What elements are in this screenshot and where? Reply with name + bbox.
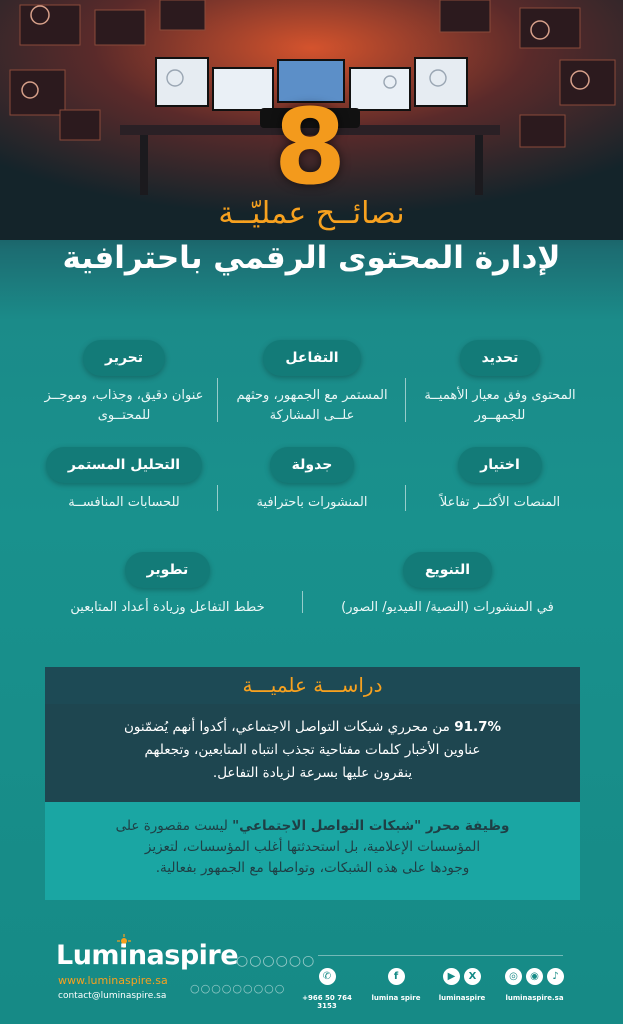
- facebook-icon: f: [388, 968, 405, 985]
- tip-card: [410, 340, 590, 426]
- website-link[interactable]: www.luminaspire.sa: [58, 974, 168, 987]
- note-line: المؤسسات الإعلامية، بل استحدثتها أغلب المؤسسات، لتعزيز: [144, 839, 481, 855]
- subtitle: نصائــح عمليّــة: [218, 196, 405, 231]
- social-snap-insta-tiktok[interactable]: [497, 964, 572, 1002]
- social-label: luminaspire.sa: [505, 994, 564, 1002]
- study-line: ينقرون عليها بسرعة لزيادة التفاعل.: [212, 765, 413, 781]
- study-line: [45, 716, 580, 739]
- tip-description: المحتوى وفق معيار الأهميــة للجمهــور: [424, 388, 576, 423]
- tip-label: تحديد: [460, 340, 541, 376]
- tip-description: عنوان دقيق، وجذاب، وموجــز للمحتــوى: [44, 388, 204, 423]
- note-line: وجودها على هذه الشبكات، وتواصلها مع الجمهور بفعالية.: [155, 860, 470, 876]
- snapchat-icon: ◎: [505, 968, 522, 985]
- footer-line: [318, 955, 563, 956]
- tip-card: [34, 447, 214, 513]
- divider: [217, 378, 218, 422]
- tip-label: التحليل المستمر: [46, 447, 202, 483]
- tip-label: التفاعل: [263, 340, 360, 376]
- divider: [405, 378, 406, 422]
- tip-card: [40, 552, 295, 618]
- note-text: ليست مقصورة على: [115, 818, 228, 834]
- study-percentage: 91.7%: [454, 719, 502, 735]
- tip-description: المنصات الأكثــر تفاعلاً: [439, 495, 561, 510]
- tip-description: خطط التفاعل وزيادة أعداد المتابعين: [70, 600, 265, 615]
- social-label: lumina spire: [371, 994, 421, 1002]
- divider: [217, 485, 218, 511]
- brand-logo: Luminaspire: [56, 940, 239, 971]
- tip-card: [34, 340, 214, 426]
- tip-label: تطوير: [125, 552, 211, 588]
- instagram-icon: ◉: [526, 968, 543, 985]
- tip-card: [222, 447, 402, 513]
- study-heading: دراســـة علميـــة: [45, 667, 580, 706]
- tip-description: للحسابات المنافســة: [68, 495, 180, 510]
- social-youtube-x[interactable]: [432, 964, 492, 1002]
- decorative-dots: ○○○○○○○○○: [190, 982, 286, 995]
- tip-label: جدولة: [270, 447, 355, 483]
- social-whatsapp[interactable]: [296, 964, 358, 1010]
- divider: [302, 591, 303, 613]
- whatsapp-icon: ✆: [319, 968, 336, 985]
- tip-card: [305, 552, 590, 618]
- divider: [405, 485, 406, 511]
- note-emphasis: وظيفة محرر "شبكات التواصل الاجتماعي": [232, 818, 510, 834]
- tip-card: [222, 340, 402, 426]
- x-icon: X: [464, 968, 481, 985]
- tip-label: اختيار: [458, 447, 542, 483]
- tip-card: [410, 447, 590, 513]
- tip-description: المنشورات باحترافية: [256, 495, 368, 510]
- social-facebook[interactable]: [366, 964, 426, 1002]
- youtube-icon: ▶: [443, 968, 460, 985]
- study-box: [45, 667, 580, 900]
- study-text: من محرري شبكات التواصل الاجتماعي، أكدوا أنهم يُضمّنون: [123, 719, 450, 735]
- tiktok-icon: ♪: [547, 968, 564, 985]
- study-body: [45, 704, 580, 802]
- decorative-dots: ○○○○○○: [236, 953, 316, 969]
- tips-count-number: 8: [273, 86, 347, 208]
- social-label: luminaspire: [438, 994, 486, 1002]
- tip-label: التنويع: [403, 552, 492, 588]
- note-line: [45, 816, 580, 837]
- tip-description: في المنشورات (النصية/ الفيديو/ الصور): [341, 600, 554, 615]
- page-title: لإدارة المحتوى الرقمي باحترافية: [62, 240, 561, 276]
- tip-label: تحرير: [83, 340, 165, 376]
- study-note: [45, 802, 580, 900]
- social-label: +966 50 764 3153: [302, 994, 352, 1010]
- tip-description: المستمر مع الجمهور، وحثهم علــى المشاركة: [236, 388, 388, 423]
- email-link[interactable]: contact@luminaspire.sa: [58, 991, 167, 1001]
- study-line: عناوين الأخبار كلمات مفتاحية تجذب انتباه المتابعين، وتجعلهم: [144, 742, 481, 758]
